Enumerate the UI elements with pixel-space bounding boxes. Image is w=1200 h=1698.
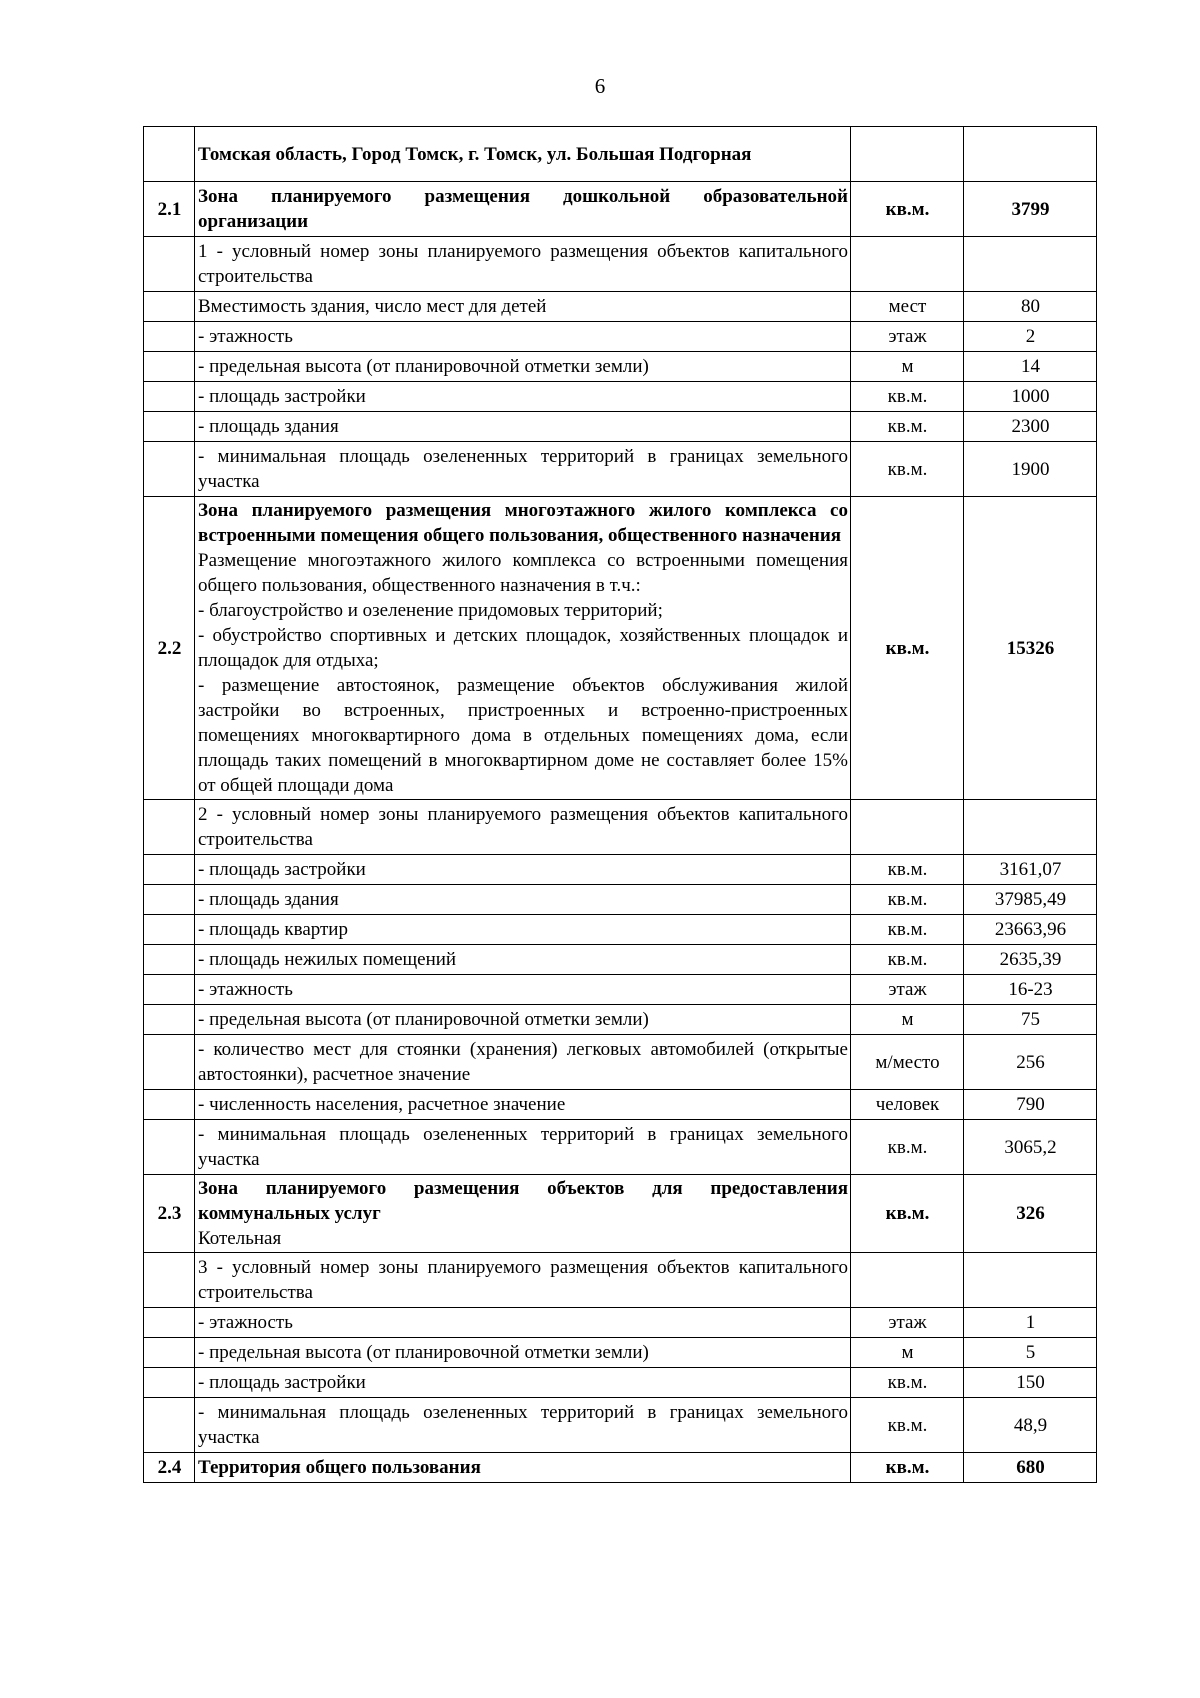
row-number — [144, 442, 195, 497]
row-value: 23663,96 — [964, 915, 1097, 945]
table-row — [144, 855, 1097, 885]
row-number — [144, 127, 195, 182]
row-unit: кв.м. — [851, 382, 964, 412]
row-unit: кв.м. — [851, 1120, 964, 1175]
row-unit: м — [851, 352, 964, 382]
row-description: - площадь нежилых помещений — [195, 945, 851, 975]
row-title: Территория общего пользования — [198, 1457, 481, 1478]
row-detail: - благоустройство и озеленение придомовых территорий; — [198, 600, 663, 621]
row-unit: кв.м. — [851, 885, 964, 915]
row-description — [195, 182, 851, 237]
row-value: 3065,2 — [964, 1120, 1097, 1175]
row-number — [144, 915, 195, 945]
row-number — [144, 1035, 195, 1090]
table-row — [144, 1120, 1097, 1175]
row-value — [964, 800, 1097, 855]
table-row — [144, 885, 1097, 915]
row-description: - количество мест для стоянки (хранения) легковых автомобилей (открытые автостоянки), расчетное значение — [195, 1035, 851, 1090]
row-description: - площадь застройки — [195, 855, 851, 885]
row-value: 1900 — [964, 442, 1097, 497]
row-value: 2300 — [964, 412, 1097, 442]
row-title: Томская область, Город Томск, г. Томск, ул. Большая Подгорная — [198, 143, 752, 165]
row-description: - предельная высота (от планировочной отметки земли) — [195, 352, 851, 382]
row-number — [144, 1090, 195, 1120]
row-number — [144, 1338, 195, 1368]
page-number: 6 — [594, 74, 606, 98]
table-row — [144, 412, 1097, 442]
row-value — [964, 127, 1097, 182]
row-number — [144, 800, 195, 855]
row-detail: Котельная — [198, 1228, 282, 1249]
row-value: 3161,07 — [964, 855, 1097, 885]
table-row — [144, 1090, 1097, 1120]
table-row — [144, 442, 1097, 497]
row-number — [144, 855, 195, 885]
table-row — [144, 292, 1097, 322]
table-row — [144, 1308, 1097, 1338]
row-unit: кв.м. — [851, 1398, 964, 1453]
row-title: Зона планируемого размещения многоэтажного жилого комплекса со встроенными помещения общего пользования, общественного назначения — [198, 500, 848, 546]
row-number — [144, 412, 195, 442]
zones-table-body — [144, 127, 1097, 1483]
row-value: 3799 — [964, 182, 1097, 237]
row-title: Зона планируемого размещения дошкольной образовательной организации — [198, 186, 848, 232]
table-row — [144, 182, 1097, 237]
row-number — [144, 1368, 195, 1398]
row-description: Вместимость здания, число мест для детей — [195, 292, 851, 322]
row-unit: кв.м. — [851, 182, 964, 237]
row-description: - предельная высота (от планировочной отметки земли) — [195, 1005, 851, 1035]
row-description: - площадь застройки — [195, 1368, 851, 1398]
row-unit: этаж — [851, 975, 964, 1005]
row-number: 2.3 — [144, 1175, 195, 1253]
table-row — [144, 1368, 1097, 1398]
row-description: - численность населения, расчетное значение — [195, 1090, 851, 1120]
table-row — [144, 352, 1097, 382]
row-description: - минимальная площадь озелененных территорий в границах земельного участка — [195, 442, 851, 497]
row-description — [195, 1175, 851, 1253]
row-number — [144, 975, 195, 1005]
row-value — [964, 237, 1097, 292]
row-number — [144, 352, 195, 382]
row-title: Зона планируемого размещения объектов для предоставления коммунальных услуг — [198, 1178, 848, 1224]
row-unit: кв.м. — [851, 1368, 964, 1398]
row-number — [144, 945, 195, 975]
row-unit: этаж — [851, 1308, 964, 1338]
row-number — [144, 382, 195, 412]
zones-table — [143, 126, 1097, 1483]
row-description: 1 - условный номер зоны планируемого размещения объектов капитального строительства — [195, 237, 851, 292]
row-number — [144, 1398, 195, 1453]
table-row — [144, 1453, 1097, 1483]
row-unit: кв.м. — [851, 915, 964, 945]
row-unit: м/место — [851, 1035, 964, 1090]
table-row — [144, 1175, 1097, 1253]
table-row — [144, 915, 1097, 945]
row-value: 48,9 — [964, 1398, 1097, 1453]
row-value: 1000 — [964, 382, 1097, 412]
table-row — [144, 1035, 1097, 1090]
row-description: - минимальная площадь озелененных территорий в границах земельного участка — [195, 1120, 851, 1175]
row-value: 80 — [964, 292, 1097, 322]
row-unit: м — [851, 1005, 964, 1035]
row-description: - этажность — [195, 975, 851, 1005]
row-unit: этаж — [851, 322, 964, 352]
row-detail: Размещение многоэтажного жилого комплекса со встроенными помещения общего пользования, общественного назначения в т.ч.: — [198, 550, 848, 596]
row-value: 16-23 — [964, 975, 1097, 1005]
row-value: 2 — [964, 322, 1097, 352]
row-unit: кв.м. — [851, 412, 964, 442]
row-description: - площадь здания — [195, 885, 851, 915]
row-description: 2 - условный номер зоны планируемого размещения объектов капитального строительства — [195, 800, 851, 855]
row-description — [195, 497, 851, 800]
row-description: - площадь застройки — [195, 382, 851, 412]
row-value: 2635,39 — [964, 945, 1097, 975]
row-description: - площадь здания — [195, 412, 851, 442]
row-description: - минимальная площадь озелененных территорий в границах земельного участка — [195, 1398, 851, 1453]
table-row — [144, 382, 1097, 412]
row-number — [144, 1005, 195, 1035]
table-row — [144, 800, 1097, 855]
row-unit — [851, 1253, 964, 1308]
row-unit: кв.м. — [851, 497, 964, 800]
row-number — [144, 1308, 195, 1338]
row-value: 75 — [964, 1005, 1097, 1035]
row-number — [144, 1253, 195, 1308]
row-unit — [851, 237, 964, 292]
row-number — [144, 1120, 195, 1175]
table-row — [144, 1253, 1097, 1308]
table-row — [144, 1398, 1097, 1453]
row-value: 1 — [964, 1308, 1097, 1338]
row-unit: кв.м. — [851, 1175, 964, 1253]
row-value: 14 — [964, 352, 1097, 382]
row-value: 326 — [964, 1175, 1097, 1253]
row-description: 3 - условный номер зоны планируемого размещения объектов капитального строительства — [195, 1253, 851, 1308]
row-value: 790 — [964, 1090, 1097, 1120]
row-value: 15326 — [964, 497, 1097, 800]
row-value: 680 — [964, 1453, 1097, 1483]
row-unit: кв.м. — [851, 1453, 964, 1483]
row-number — [144, 322, 195, 352]
row-description: - этажность — [195, 322, 851, 352]
table-row — [144, 237, 1097, 292]
row-value: 256 — [964, 1035, 1097, 1090]
row-unit: кв.м. — [851, 945, 964, 975]
row-description: - площадь квартир — [195, 915, 851, 945]
row-unit: м — [851, 1338, 964, 1368]
row-value: 150 — [964, 1368, 1097, 1398]
row-number: 2.1 — [144, 182, 195, 237]
table-row — [144, 975, 1097, 1005]
row-description: - этажность — [195, 1308, 851, 1338]
row-unit — [851, 127, 964, 182]
table-row — [144, 322, 1097, 352]
row-detail: - размещение автостоянок, размещение объектов обслуживания жилой застройки во встроенных, пристроенных и встроенно-пристроенных помещениях многоквартирного дома в отдельных помещениях дома, если площадь таких помещений в многоквартирном доме не составляет более 15% от общей площади дома — [198, 675, 848, 796]
row-number — [144, 885, 195, 915]
row-description: - предельная высота (от планировочной отметки земли) — [195, 1338, 851, 1368]
row-unit: человек — [851, 1090, 964, 1120]
row-number — [144, 237, 195, 292]
row-value: 5 — [964, 1338, 1097, 1368]
row-unit — [851, 800, 964, 855]
row-value — [964, 1253, 1097, 1308]
row-unit: кв.м. — [851, 442, 964, 497]
table-row — [144, 945, 1097, 975]
table-row — [144, 1338, 1097, 1368]
table-row — [144, 1005, 1097, 1035]
row-number: 2.2 — [144, 497, 195, 800]
row-description — [195, 127, 851, 182]
row-number — [144, 292, 195, 322]
row-detail: - обустройство спортивных и детских площадок, хозяйственных площадок и площадок для отдыха; — [198, 625, 848, 671]
table-row — [144, 497, 1097, 800]
row-value: 37985,49 — [964, 885, 1097, 915]
row-unit: мест — [851, 292, 964, 322]
row-unit: кв.м. — [851, 855, 964, 885]
row-description — [195, 1453, 851, 1483]
table-row — [144, 127, 1097, 182]
row-number: 2.4 — [144, 1453, 195, 1483]
